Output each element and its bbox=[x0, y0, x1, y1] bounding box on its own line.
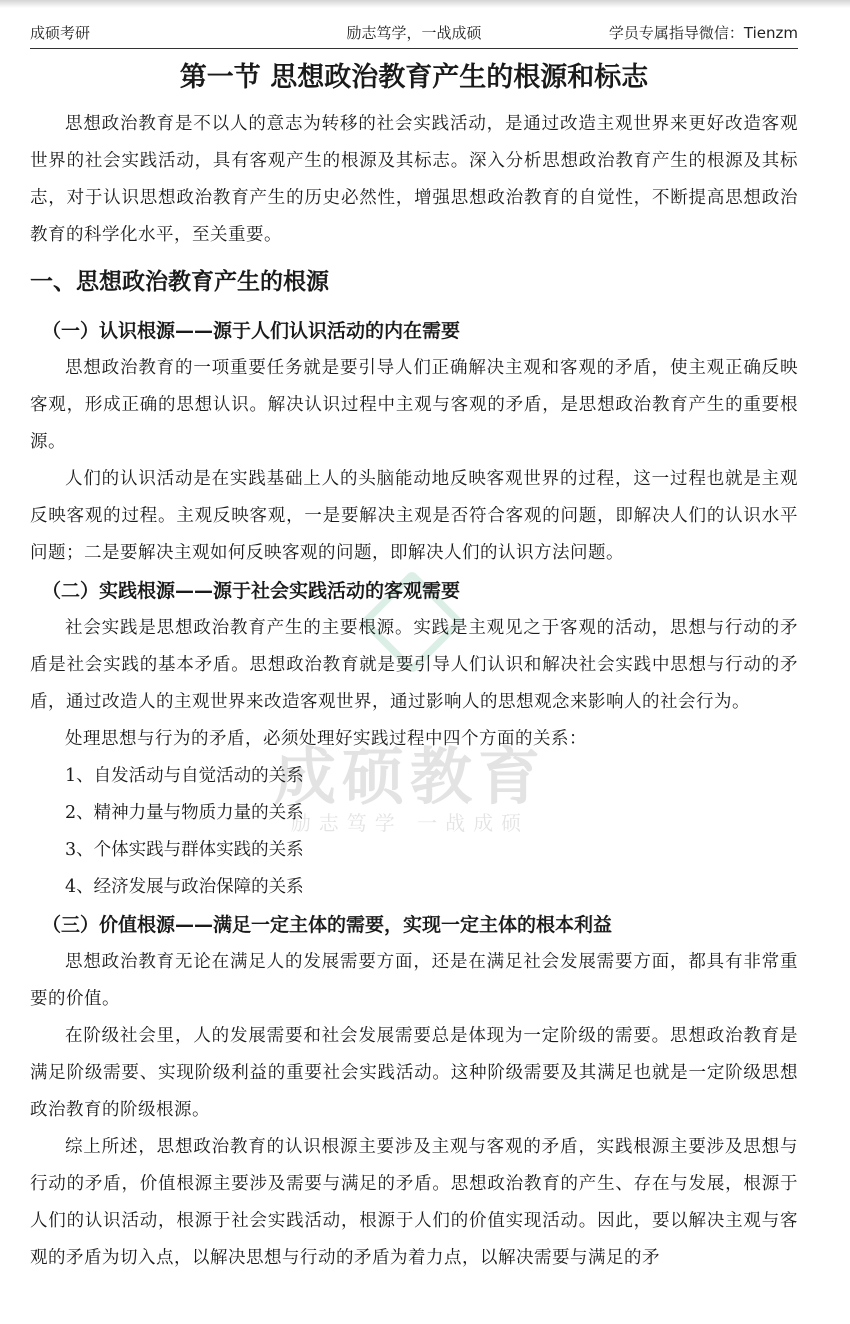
paragraph: 思想政治教育无论在满足人的发展需要方面，还是在满足社会发展需要方面，都具有非常重要的价值。 bbox=[30, 952, 798, 1009]
intro-paragraph: 思想政治教育是不以人的意志为转移的社会实践活动，是通过改造主观世界来更好改造客观世界的社会实践活动，具有客观产生的根源及其标志。深入分析思想政治教育产生的根源及其标志，对于认识思想政治教育产生的历史必然性，增强思想政治教育的自觉性，不断提高思想政治教育的科学化水平，至关重要。 bbox=[30, 114, 798, 245]
paragraph: 人们的认识活动是在实践基础上人的头脑能动地反映客观世界的过程，这一过程也就是主观反映客观的过程。主观反映客观，一是要解决主观是否符合客观的问题，即解决人们的认识水平问题；二是要解决主观如何反映客观的问题，即解决人们的认识方法问题。 bbox=[30, 469, 798, 563]
page-top-shadow bbox=[0, 0, 850, 8]
header-slogan: 励志笃学，一战成硕 bbox=[346, 24, 482, 42]
watermark-slogan: 励志笃学 一战成硕 bbox=[290, 811, 530, 835]
paragraph: 综上所述，思想政治教育的认识根源主要涉及主观与客观的矛盾，实践根源主要涉及思想与行动的矛盾，价值根源主要涉及需要与满足的矛盾。思想政治教育的产生、存在与发展，根源于人们的认识活动，根源于社会实践活动，根源于人们的价值实现活动。因此，要以解决主观与客观的矛盾为切入点，以解决思想与行动的矛盾为着力点，以解决需要与满足的矛 bbox=[30, 1137, 798, 1268]
paragraph: 处理思想与行为的矛盾，必须处理好实践过程中四个方面的关系： bbox=[65, 729, 587, 749]
page-title: 第一节 思想政治教育产生的根源和标志 bbox=[179, 62, 649, 93]
paragraph: 思想政治教育的一项重要任务就是要引导人们正确解决主观和客观的矛盾，使主观正确反映客观，形成正确的思想认识。解决认识过程中主观与客观的矛盾，是思想政治教育产生的重要根源。 bbox=[30, 358, 798, 452]
list-item: 4、经济发展与政治保障的关系 bbox=[65, 877, 304, 897]
list-item: 2、精神力量与物质力量的关系 bbox=[65, 803, 304, 823]
subsection-heading-cognition: （一）认识根源——源于人们认识活动的内在需要 bbox=[42, 320, 461, 342]
paragraph: 社会实践是思想政治教育产生的主要根源。实践是主观见之于客观的活动，思想与行动的矛盾是社会实践的基本矛盾。思想政治教育就是要引导人们认识和解决社会实践中思想与行动的矛盾，通过改造人的主观世界来改造客观世界，通过影响人的思想观念来影响人的社会行为。 bbox=[30, 618, 798, 712]
list-item: 1、自发活动与自觉活动的关系 bbox=[65, 766, 304, 786]
document-body bbox=[30, 56, 798, 1277]
subsection-heading-practice: （二）实践根源——源于社会实践活动的客观需要 bbox=[42, 580, 461, 602]
section-heading: 一、思想政治教育产生的根源 bbox=[30, 269, 329, 295]
paragraph: 在阶级社会里，人的发展需要和社会发展需要总是体现为一定阶级的需要。思想政治教育是满足阶级需要、实现阶级利益的重要社会实践活动。这种阶级需要及其满足也就是一定阶级思想政治教育的阶级根源。 bbox=[30, 1026, 798, 1120]
header-brand: 成硕考研 bbox=[30, 24, 91, 42]
page-header bbox=[30, 20, 798, 49]
watermark-brand: 成硕教育 bbox=[273, 740, 546, 813]
header-contact: 学员专属指导微信：Tienzm bbox=[608, 24, 798, 42]
subsection-heading-value: （三）价值根源——满足一定主体的需要，实现一定主体的根本利益 bbox=[42, 914, 613, 936]
list-item: 3、个体实践与群体实践的关系 bbox=[65, 840, 304, 860]
